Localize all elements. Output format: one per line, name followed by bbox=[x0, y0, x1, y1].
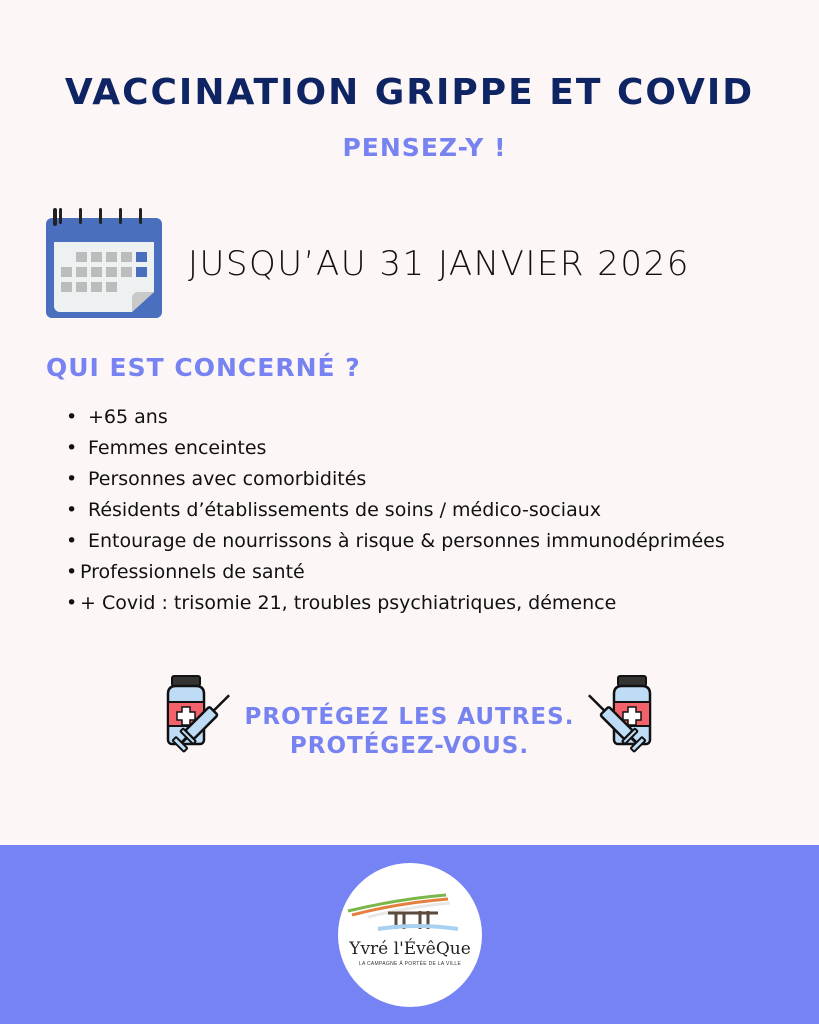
list-item: • Professionnels de santé bbox=[66, 561, 305, 583]
list-item: • Résidents d’établissements de soins / médico-sociaux bbox=[66, 499, 602, 521]
eligibility-title: QUI EST CONCERNÉ ? bbox=[46, 353, 361, 382]
list-item: • +65 ans bbox=[66, 406, 168, 428]
deadline-text: JUSQU’AU 31 JANVIER 2026 bbox=[188, 244, 690, 284]
logo-tagline: LA CAMPAGNE À PORTÉE DE LA VILLE bbox=[358, 961, 462, 967]
slogan-line-1: PROTÉGEZ LES AUTRES. bbox=[244, 704, 575, 730]
deadline-row bbox=[46, 208, 690, 320]
logo-name: Yvré l'ÉvêQue bbox=[349, 939, 471, 959]
town-logo bbox=[338, 863, 482, 1007]
slogan bbox=[0, 703, 819, 761]
list-item: • Personnes avec comorbidités bbox=[66, 468, 367, 490]
vaccine-syringe-icon bbox=[580, 672, 660, 772]
bridge-logo-icon bbox=[338, 863, 482, 943]
page-subtitle: PENSEZ-Y ! bbox=[342, 133, 507, 162]
slogan-line-2: PROTÉGEZ-VOUS. bbox=[289, 733, 530, 759]
eligibility-list bbox=[66, 402, 725, 619]
list-item: • Femmes enceintes bbox=[66, 437, 267, 459]
page-title: VACCINATION GRIPPE ET COVID bbox=[64, 72, 755, 113]
calendar-icon bbox=[46, 208, 162, 320]
list-item: • + Covid : trisomie 21, troubles psychiatriques, démence bbox=[66, 592, 617, 614]
list-item: • Entourage de nourrissons à risque & personnes immunodéprimées bbox=[66, 530, 725, 552]
